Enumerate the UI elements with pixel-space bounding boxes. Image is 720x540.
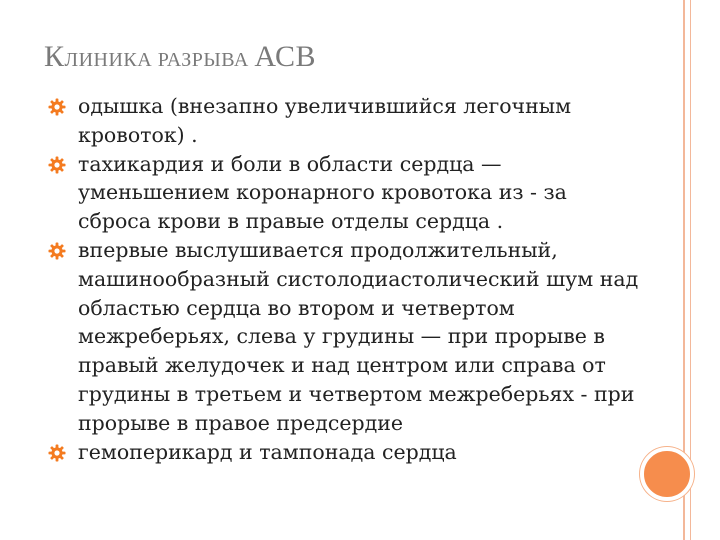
slide-title xyxy=(44,40,316,74)
bullet-text: впервые выслушивается продолжительный, машинообразный систолодиастолический шум над областью сердца во втором и четвертом межреберьях, слева у грудины — при прорыве в правый желудочек и над центром или справа от грудины в третьем и четвертом межреберьях - при прорыве в правое предсердие xyxy=(78,237,639,435)
bullet-item xyxy=(48,438,640,467)
bullet-item xyxy=(48,150,640,236)
sun-gear-icon xyxy=(48,242,66,260)
bullet-text: тахикардия и боли в области сердца — уменьшением коронарного кровотока из - за сброса крови в правые отделы сердца . xyxy=(78,151,567,234)
bullet-list xyxy=(48,92,640,466)
sun-gear-icon xyxy=(48,156,66,174)
bullet-text: гемоперикард и тампонада сердца xyxy=(78,439,457,464)
bullet-item xyxy=(48,236,640,438)
frame-line-thin xyxy=(690,0,691,540)
title-abbrev: АСВ xyxy=(254,40,317,73)
sun-gear-icon xyxy=(48,98,66,116)
title-smallcaps: ЛИНИКА РАЗРЫВА xyxy=(64,49,255,71)
sun-gear-icon xyxy=(48,444,66,462)
title-capital: К xyxy=(44,40,65,73)
decorative-circle xyxy=(640,447,694,501)
bullet-text: одышка (внезапно увеличившийся легочным кровоток) . xyxy=(78,94,572,147)
bullet-item xyxy=(48,92,640,150)
